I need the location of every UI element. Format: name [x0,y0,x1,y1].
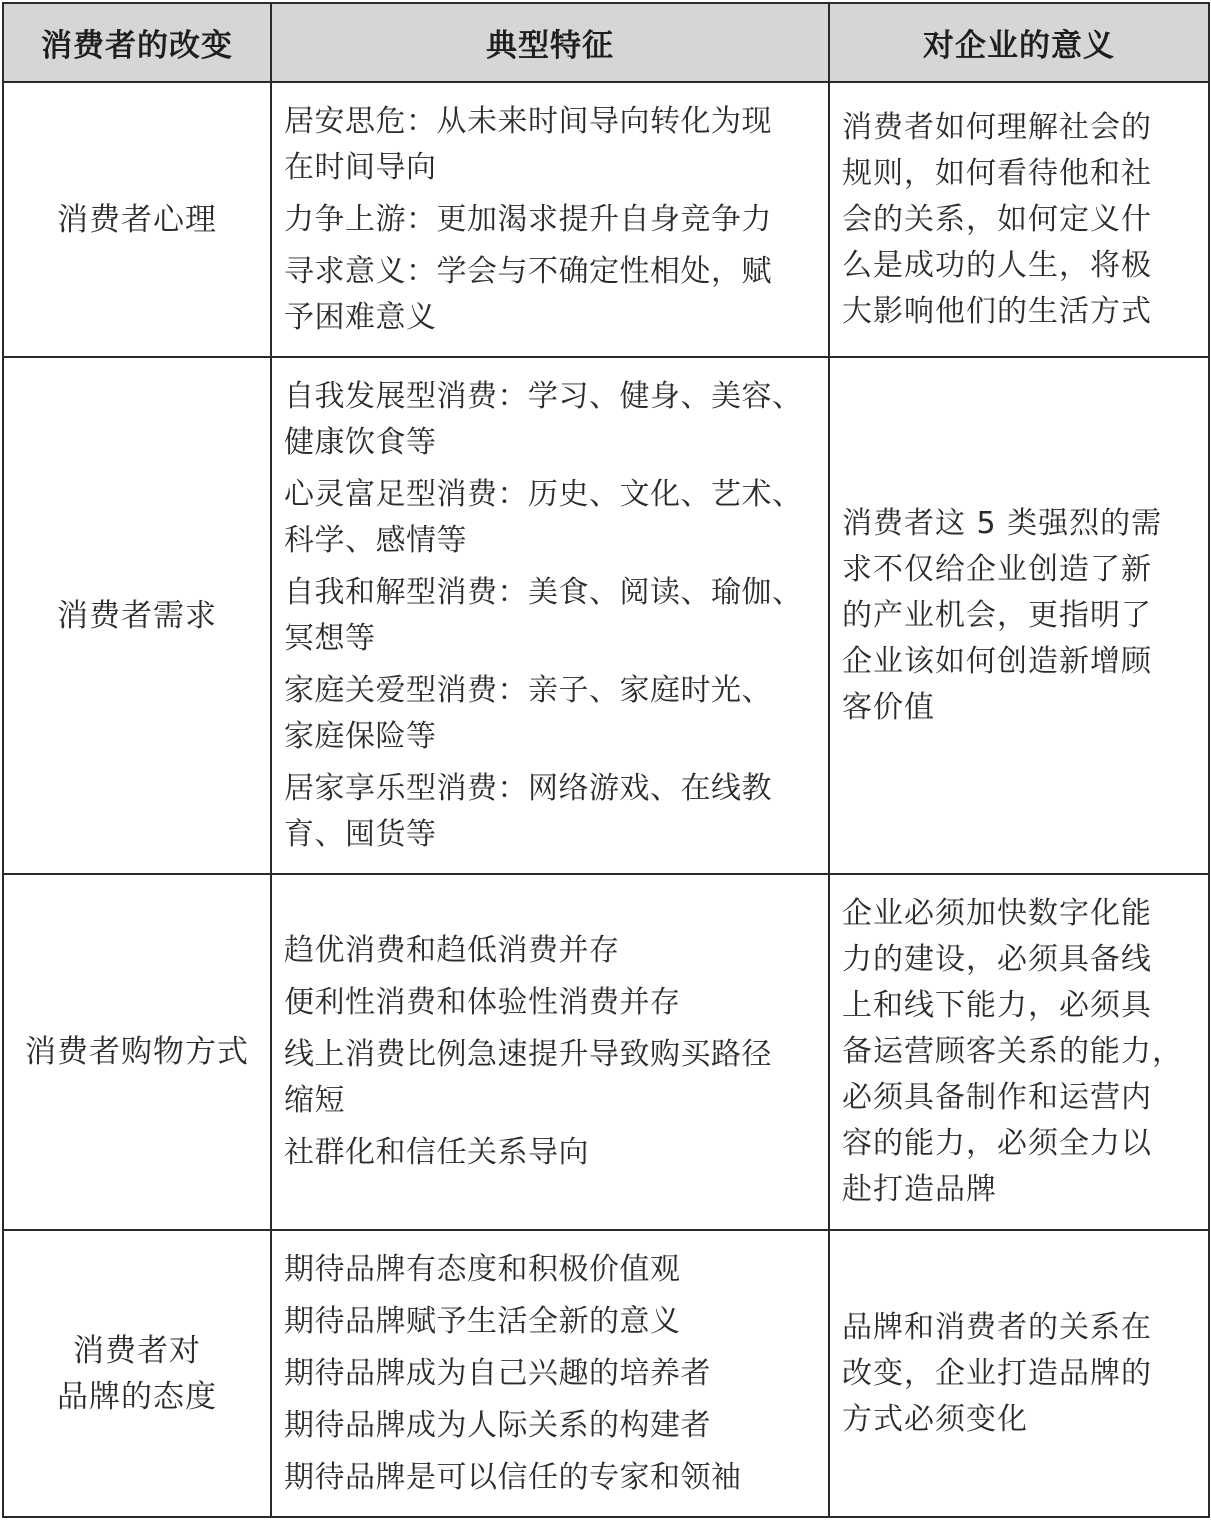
meaning-cell: 消费者如何理解社会的 规则，如何看待他和社 会的关系，如何定义什 么是成功的人生，将极 大影响他们的生活方式 [829,82,1209,357]
feature-item: 期待品牌成为人际关系的构建者 [284,1407,711,1443]
change-label: 消费者需求 [57,597,217,634]
change-cell [3,357,271,874]
consumer-change-table [2,2,1210,1518]
features-cell [271,357,829,874]
feature-item: 家庭关爱型消费：亲子、家庭时光、 家庭保险等 [284,672,772,754]
feature-item: 期待品牌有态度和积极价值观 [284,1251,681,1287]
change-cell [3,1230,271,1517]
change-label: 品牌的态度 [57,1378,217,1415]
change-cell [3,874,271,1230]
meaning-cell: 消费者这 5 类强烈的需 求不仅给企业创造了新 的产业机会，更指明了 企业该如何创造新增顾 客价值 [829,357,1209,874]
feature-item: 期待品牌赋予生活全新的意义 [284,1303,681,1339]
table-row [3,357,1209,874]
header-typical-features: 典型特征 [271,3,829,82]
feature-item: 社群化和信任关系导向 [284,1135,589,1170]
feature-item: 居安思危：从未来时间导向转化为现 在时间导向 [284,103,772,185]
feature-item: 期待品牌是可以信任的专家和领袖 [284,1459,742,1495]
change-label: 消费者心理 [57,201,217,238]
table-row [3,1230,1209,1517]
table-row [3,874,1209,1230]
change-cell [3,82,271,357]
feature-item: 力争上游：更加渴求提升自身竞争力 [284,201,772,237]
change-label: 消费者对 [73,1332,201,1369]
feature-item: 心灵富足型消费：历史、文化、艺术、 科学、感情等 [284,476,803,558]
feature-item: 寻求意义：学会与不确定性相处，赋 予困难意义 [284,253,772,335]
table-header-row [3,3,1209,82]
feature-item: 居家享乐型消费：网络游戏、在线教 育、囤货等 [284,770,772,852]
feature-item: 线上消费比例急速提升导致购买路径 缩短 [284,1037,772,1118]
feature-item: 趋优消费和趋低消费并存 [284,933,620,968]
meaning-cell: 企业必须加快数字化能 力的建设，必须具备线 上和线下能力，必须具 备运营顾客关系的能力， 必须具备制作和运营内 容的能力，必须全力以 赴打造品牌 [829,874,1209,1230]
change-label: 消费者购物方式 [25,1034,249,1070]
features-cell [271,1230,829,1517]
header-enterprise-meaning: 对企业的意义 [829,3,1209,82]
header-consumer-change: 消费者的改变 [3,3,271,82]
feature-item: 便利性消费和体验性消费并存 [284,985,681,1020]
features-cell [271,82,829,357]
features-cell [271,874,829,1230]
feature-item: 期待品牌成为自己兴趣的培养者 [284,1355,711,1391]
feature-item: 自我和解型消费：美食、阅读、瑜伽、 冥想等 [284,574,803,656]
meaning-cell: 品牌和消费者的关系在 改变，企业打造品牌的 方式必须变化 [829,1230,1209,1517]
feature-item: 自我发展型消费：学习、健身、美容、 健康饮食等 [284,378,803,460]
table-row [3,82,1209,357]
